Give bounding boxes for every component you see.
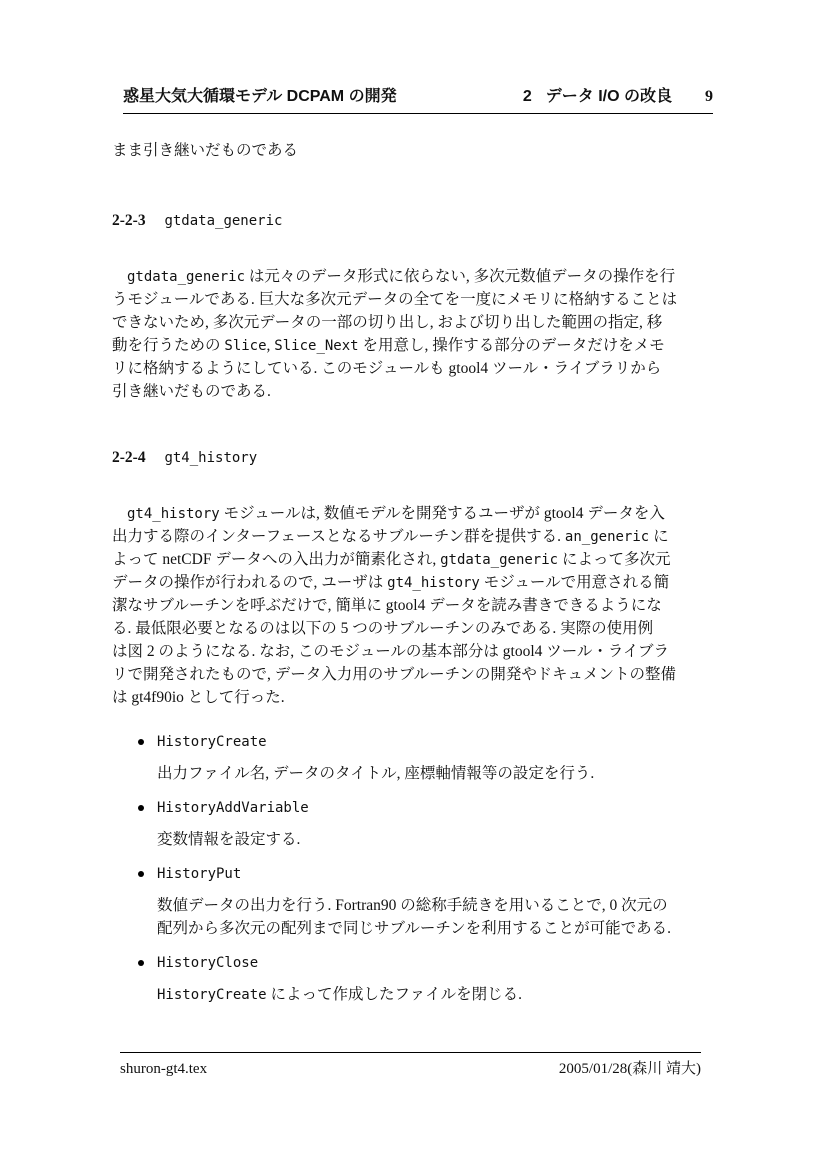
text-run: を用意し, 操作する部分のデータだけをメモ (358, 337, 665, 354)
text-run: によって作成したファイルを閉じる. (266, 986, 523, 1003)
text-line (157, 894, 718, 917)
list-item-historyput (138, 863, 718, 940)
text-run: に (649, 528, 669, 545)
text-line (112, 686, 718, 709)
header-section-number: 2 (522, 88, 532, 105)
subroutine-description (157, 894, 718, 940)
paragraph-gt4-history (112, 502, 718, 709)
text-line (112, 311, 718, 334)
text-line (112, 288, 718, 311)
code-text-run: gt4_history (387, 575, 480, 591)
section-heading-2-2-4 (112, 446, 257, 470)
list-item-historycreate (138, 731, 718, 785)
text-run: は gt4f90io として行った. (112, 689, 285, 706)
section-number: 2-2-3 (112, 212, 146, 229)
text-line (112, 265, 718, 288)
code-text-run: Slice_Next (274, 338, 359, 354)
text-run: 変数情報を設定する. (157, 831, 301, 848)
header-section (523, 86, 672, 108)
text-run: リで開発されたもので, データ入力用のサブルーチンの開発やドキュメントの整備 (112, 666, 677, 683)
text-line (112, 548, 718, 571)
text-line (157, 917, 718, 940)
code-text-run: gtdata_generic (440, 552, 559, 568)
text-line (112, 663, 718, 686)
section-number: 2-2-4 (112, 449, 146, 466)
subroutine-name: HistoryPut (157, 866, 242, 882)
text-run: モジュールで用意される簡 (479, 574, 670, 591)
subroutine-name: HistoryClose (157, 955, 259, 971)
bullet-icon (138, 871, 144, 877)
code-text-run: HistoryCreate (157, 987, 267, 1003)
text-run: 出力する際のインターフェースとなるサブルーチン群を提供する. (112, 528, 565, 545)
section-title: gtdata_generic (164, 213, 283, 229)
text-line (157, 983, 718, 1006)
text-run: 配列から多次元の配列まで同じサブルーチンを利用することが可能である. (157, 920, 671, 937)
text-run: よって netCDF データへの入出力が簡素化され, (112, 551, 441, 568)
text-run: によって多次元 (558, 551, 671, 568)
text-run: できないため, 多次元データの一部の切り出し, および切り出した範囲の指定, 移 (112, 314, 663, 331)
text-line (112, 357, 718, 380)
page-footer (120, 1052, 701, 1079)
text-line (112, 617, 718, 640)
text-line (112, 502, 718, 525)
text-run: 引き継いだものである. (112, 383, 271, 400)
code-text-run: gtdata_generic (127, 269, 246, 285)
section-heading-2-2-3 (112, 209, 282, 233)
text-run: , (266, 337, 275, 354)
header-page-number: 9 (705, 88, 713, 105)
footer-filename: shuron-gt4.tex (120, 1061, 208, 1077)
page-header (123, 86, 713, 114)
text-run: 動を行うための (112, 337, 225, 354)
text-line (112, 571, 718, 594)
code-text-run: an_generic (564, 529, 650, 545)
header-title: 惑星大気大循環モデル DCPAM の開発 (123, 88, 397, 105)
subroutine-name: HistoryCreate (157, 734, 267, 750)
list-item-historyclose (138, 952, 718, 1006)
text-line (112, 594, 718, 617)
text-line (112, 334, 718, 357)
paragraph-gtdata-generic (112, 265, 718, 403)
text-line (112, 525, 718, 548)
code-text-run: Slice (224, 338, 267, 354)
bullet-icon (138, 960, 144, 966)
list-item-historyaddvariable (138, 797, 718, 851)
section-title: gt4_history (164, 450, 258, 466)
text-run: る. 最低限必要となるのは以下の 5 つのサブルーチンのみである. 実際の使用例 (112, 620, 654, 637)
text-line (112, 640, 718, 663)
text-run: うモジュールである. 巨大な多次元データの全てを一度にメモリに格納することは (112, 291, 678, 308)
text-line (157, 828, 718, 851)
text-run: 数値データの出力を行う. Fortran90 の総称手続きを用いることで, 0 次元の (157, 897, 668, 914)
header-section-title: データ I/O の改良 (545, 88, 672, 105)
text-run: リに格納するようにしている. このモジュールも gtool4 ツール・ライブラリから (112, 360, 662, 377)
subroutine-description (157, 828, 718, 851)
bullet-icon (138, 805, 144, 811)
subroutine-description (157, 983, 718, 1006)
text-run: データの操作が行われるので, ユーザは (112, 574, 388, 591)
text-line (157, 762, 718, 785)
text-run: 潔なサブルーチンを呼ぶだけで, 簡単に gtool4 データを読み書きできるようにな (112, 597, 662, 614)
subroutine-name: HistoryAddVariable (157, 800, 309, 816)
text-run: は元々のデータ形式に依らない, 多次元数値データの操作を行 (245, 268, 676, 285)
bullet-icon (138, 739, 144, 745)
text-run: 出力ファイル名, データのタイトル, 座標軸情報等の設定を行う. (157, 765, 595, 782)
footer-date-author: 2005/01/28(森川 靖大) (558, 1061, 701, 1077)
carryover-line: まま引き継いだものである (112, 142, 299, 159)
text-run: は図 2 のようになる. なお, このモジュールの基本部分は gtool4 ツール・ライブラ (112, 643, 670, 660)
code-text-run: gt4_history (127, 506, 220, 522)
subroutine-description (157, 762, 718, 785)
text-line (112, 380, 718, 403)
text-run: モジュールは, 数値モデルを開発するユーザが gtool4 データを入 (219, 505, 665, 522)
